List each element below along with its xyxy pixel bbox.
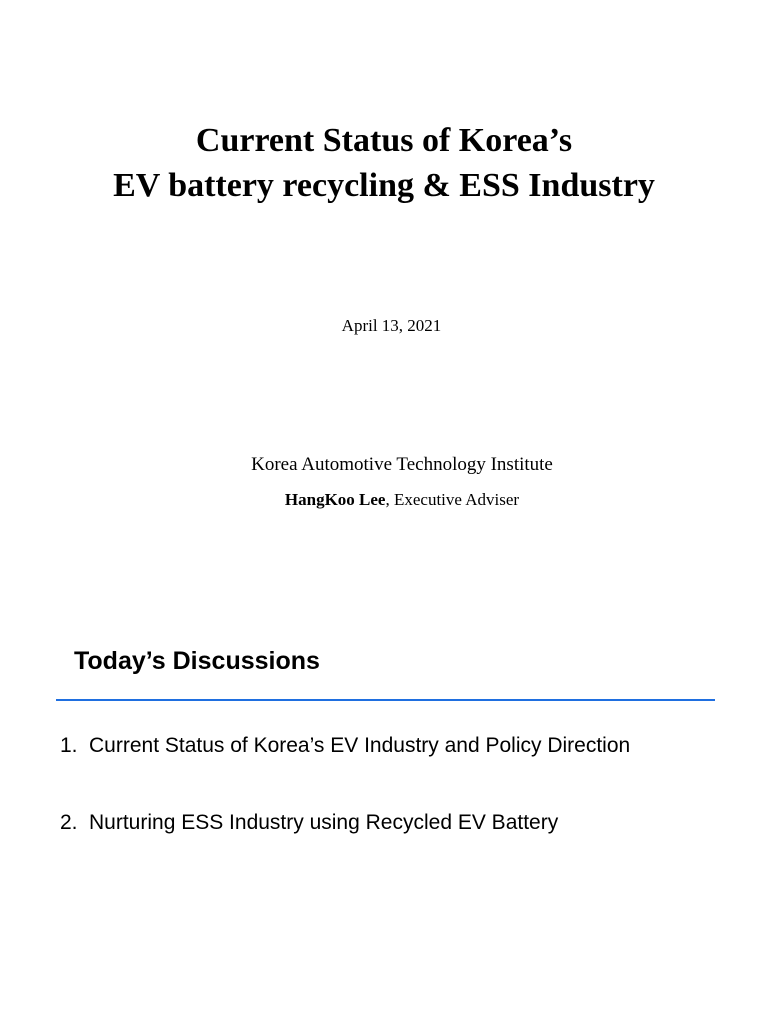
- section-divider: [56, 699, 715, 701]
- title-line-1: Current Status of Korea’s: [195, 122, 573, 159]
- document-title: [0, 118, 768, 208]
- list-item-text: Nurturing ESS Industry using Recycled EV Battery: [89, 811, 559, 834]
- list-item: [60, 809, 630, 837]
- presentation-date: April 13, 2021: [341, 316, 442, 335]
- author-role: , Executive Adviser: [385, 490, 520, 509]
- author-line: [0, 489, 768, 511]
- list-item-text: Current Status of Korea’s EV Industry and Policy Direction: [89, 734, 631, 757]
- list-item-number: 1.: [60, 734, 78, 757]
- section-heading: Today’s Discussions: [74, 647, 320, 675]
- title-line-2: EV battery recycling & ESS Industry: [113, 167, 655, 204]
- organization-name: Korea Automotive Technology Institute: [251, 454, 553, 475]
- discussion-list: [60, 732, 630, 886]
- author-name: HangKoo Lee: [284, 490, 386, 509]
- list-item: [60, 732, 630, 760]
- list-item-number: 2.: [60, 811, 78, 834]
